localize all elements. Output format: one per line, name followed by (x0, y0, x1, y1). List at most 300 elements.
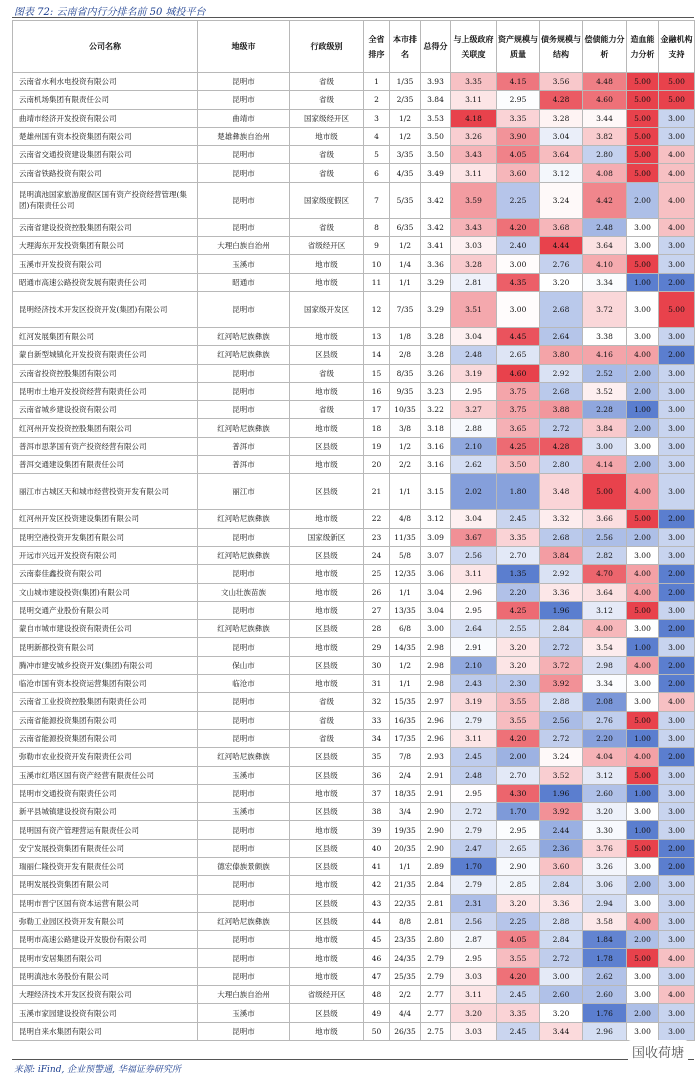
table-cell: 地市级 (290, 382, 364, 400)
table-cell: 3.00 (627, 291, 659, 327)
table-cell: 4.15 (497, 73, 540, 91)
table-cell: 蒙自市城市建设投资有限责任公司 (13, 620, 198, 638)
table-cell: 3.03 (451, 967, 497, 985)
table-cell: 昆明市 (198, 528, 290, 546)
table-cell: 临沧市国有资本投资运营集团有限公司 (13, 675, 198, 693)
table-cell: 3.00 (659, 109, 695, 127)
table-cell: 2.90 (421, 803, 451, 821)
table-row (13, 894, 695, 912)
table-cell: 3.36 (421, 255, 451, 273)
table-cell: 1.78 (583, 949, 627, 967)
table-cell: 20/35 (390, 839, 421, 857)
table-cell: 1/2 (390, 437, 421, 455)
table-cell: 24 (364, 546, 390, 564)
table-cell: 21/35 (390, 876, 421, 894)
table-cell: 4.70 (583, 565, 627, 583)
table-cell: 大理经济技术开发区投资有限公司 (13, 986, 198, 1004)
table-cell: 楚雄彝族自治州 (198, 127, 290, 145)
table-cell: 地市级 (290, 967, 364, 985)
col-header: 地级市 (198, 21, 290, 73)
table-cell: 地市级 (290, 821, 364, 839)
table-cell: 16 (364, 382, 390, 400)
table-cell: 4.00 (627, 583, 659, 601)
table-cell: 开远市兴远开发投资有限公司 (13, 546, 198, 564)
table-cell: 红河哈尼族彝族 (198, 327, 290, 345)
table-cell: 昆明自来水集团有限公司 (13, 1022, 198, 1040)
table-cell: 50 (364, 1022, 390, 1040)
table-row (13, 273, 695, 291)
table-cell: 4.05 (497, 931, 540, 949)
table-cell: 4.05 (497, 146, 540, 164)
table-cell: 3.00 (627, 986, 659, 1004)
table-cell: 3.35 (497, 528, 540, 546)
table-cell: 35 (364, 748, 390, 766)
table-cell: 2.00 (627, 528, 659, 546)
table-cell: 区县级 (290, 912, 364, 930)
table-cell: 省级 (290, 693, 364, 711)
table-cell: 2/2 (390, 456, 421, 474)
table-cell: 3.55 (497, 693, 540, 711)
col-header: 全省排序 (364, 21, 390, 73)
table-cell: 3.19 (451, 693, 497, 711)
table-cell: 21 (364, 474, 390, 510)
table-row (13, 729, 695, 747)
table-cell: 昆明市 (198, 967, 290, 985)
table-cell: 1 (364, 73, 390, 91)
table-cell: 3.18 (421, 419, 451, 437)
table-row (13, 528, 695, 546)
table-cell: 区县级 (290, 656, 364, 674)
table-cell: 28 (364, 620, 390, 638)
figure-title: 图表 72: 云南省内行分排名前 50 城投平台 (14, 7, 206, 18)
table-cell: 40 (364, 839, 390, 857)
table-cell: 区县级 (290, 620, 364, 638)
table-cell: 区县级 (290, 766, 364, 784)
table-cell: 5.00 (627, 127, 659, 145)
table-cell: 地市级 (290, 601, 364, 619)
table-cell: 9 (364, 237, 390, 255)
table-cell: 3.00 (659, 419, 695, 437)
table-cell: 32 (364, 693, 390, 711)
table-row (13, 693, 695, 711)
table-row (13, 73, 695, 91)
table-cell: 3.35 (497, 1004, 540, 1022)
table-cell: 3.34 (583, 675, 627, 693)
table-cell: 2.68 (540, 291, 583, 327)
table-cell: 2.45 (497, 510, 540, 528)
table-cell: 昆明市交通投资有限责任公司 (13, 784, 198, 802)
table-cell: 省级 (290, 729, 364, 747)
table-cell: 玉溪市开发投资有限公司 (13, 255, 198, 273)
table-cell: 3.84 (583, 419, 627, 437)
table-cell: 2.00 (627, 364, 659, 382)
table-cell: 4.28 (540, 437, 583, 455)
table-cell: 2.62 (583, 967, 627, 985)
table-cell: 3.52 (583, 382, 627, 400)
table-cell: 1.00 (627, 821, 659, 839)
table-cell: 3.00 (627, 237, 659, 255)
table-cell: 云南省能源投资集团有限公司 (13, 711, 198, 729)
watermark: 国收荷塘 (628, 1040, 688, 1063)
table-cell: 4.00 (659, 218, 695, 236)
table-cell: 4.00 (627, 346, 659, 364)
table-cell: 3.27 (451, 401, 497, 419)
table-cell: 云南省水利水电投资有限公司 (13, 73, 198, 91)
table-cell: 46 (364, 949, 390, 967)
table-row (13, 437, 695, 455)
table-cell: 4.00 (659, 986, 695, 1004)
table-cell: 2.72 (540, 419, 583, 437)
table-cell: 2.28 (583, 401, 627, 419)
table-cell: 1/2 (390, 656, 421, 674)
table-cell: 昆明发展投资集团有限公司 (13, 876, 198, 894)
table-cell: 云南省交通投资建设集团有限公司 (13, 146, 198, 164)
table-cell: 2.81 (451, 273, 497, 291)
table-cell: 省级 (290, 364, 364, 382)
table-cell: 丽江市 (198, 474, 290, 510)
table-cell: 4.20 (497, 218, 540, 236)
table-cell: 昆明市 (198, 182, 290, 218)
table-cell: 2.00 (659, 839, 695, 857)
table-cell: 3.36 (540, 894, 583, 912)
top-rule (12, 17, 694, 18)
table-cell: 25/35 (390, 967, 421, 985)
col-header: 造血能力分析 (627, 21, 659, 73)
col-header: 公司名称 (13, 21, 198, 73)
table-cell: 省级 (290, 164, 364, 182)
table-cell: 3.00 (659, 784, 695, 802)
table-cell: 3.42 (421, 218, 451, 236)
table-cell: 37 (364, 784, 390, 802)
table-cell: 3.00 (659, 456, 695, 474)
table-cell: 3.00 (659, 327, 695, 345)
table-cell: 3 (364, 109, 390, 127)
table-cell: 3.04 (421, 601, 451, 619)
table-cell: 2/35 (390, 91, 421, 109)
table-cell: 国家级开发区 (290, 291, 364, 327)
table-cell: 44 (364, 912, 390, 930)
table-cell: 地市级 (290, 127, 364, 145)
table-cell: 14 (364, 346, 390, 364)
table-cell: 红河发展集团有限公司 (13, 327, 198, 345)
table-row (13, 986, 695, 1004)
table-cell: 大理海东开发投资集团有限公司 (13, 237, 198, 255)
table-cell: 4.44 (540, 237, 583, 255)
table-cell: 4.04 (583, 748, 627, 766)
table-cell: 2/2 (390, 986, 421, 1004)
table-cell: 3.30 (583, 821, 627, 839)
table-cell: 昆明市 (198, 839, 290, 857)
table-cell: 4/35 (390, 164, 421, 182)
table-cell: 23/35 (390, 931, 421, 949)
table-cell: 3.29 (421, 291, 451, 327)
table-cell: 2.65 (497, 346, 540, 364)
table-cell: 新平县城镇建设投资有限公司 (13, 803, 198, 821)
table-row (13, 382, 695, 400)
table-cell: 昆明新都投资有限公司 (13, 638, 198, 656)
table-cell: 红河哈尼族彝族 (198, 748, 290, 766)
table-cell: 3.28 (540, 109, 583, 127)
table-cell: 红河哈尼族彝族 (198, 546, 290, 564)
table-cell: 国家级度假区 (290, 182, 364, 218)
table-cell: 3.00 (659, 1022, 695, 1040)
table-cell: 3.92 (540, 803, 583, 821)
table-cell: 普洱市思茅国有资产投资经营有限公司 (13, 437, 198, 455)
table-cell: 昆明市 (198, 894, 290, 912)
table-cell: 楚雄州国有资本投资集团有限公司 (13, 127, 198, 145)
table-cell: 省级 (290, 146, 364, 164)
table-cell: 31 (364, 675, 390, 693)
table-cell: 文山壮族苗族 (198, 583, 290, 601)
table-cell: 国家级经开区 (290, 109, 364, 127)
table-cell: 3.93 (421, 73, 451, 91)
table-cell: 地市级 (290, 638, 364, 656)
table-cell: 3.00 (659, 237, 695, 255)
table-cell: 3.38 (583, 327, 627, 345)
table-cell: 4.00 (627, 474, 659, 510)
table-cell: 2.25 (497, 912, 540, 930)
table-cell: 2.55 (497, 620, 540, 638)
table-cell: 4.25 (497, 601, 540, 619)
table-cell: 1.70 (497, 803, 540, 821)
table-cell: 弥勒工业园区投资开发有限公司 (13, 912, 198, 930)
table-cell: 昆明空港投资开发集团有限公司 (13, 528, 198, 546)
table-cell: 地市级 (290, 876, 364, 894)
table-cell: 3.64 (583, 237, 627, 255)
table-cell: 区县级 (290, 748, 364, 766)
table-cell: 2.00 (659, 620, 695, 638)
table-cell: 3.65 (497, 419, 540, 437)
table-cell: 3.11 (451, 91, 497, 109)
table-cell: 红河哈尼族彝族 (198, 620, 290, 638)
table-cell: 6/35 (390, 218, 421, 236)
table-cell: 德宏傣族景颇族 (198, 857, 290, 875)
table-cell: 33 (364, 711, 390, 729)
table-cell: 2.98 (421, 638, 451, 656)
table-cell: 2.20 (497, 583, 540, 601)
table-cell: 2.43 (451, 675, 497, 693)
table-cell: 4.00 (627, 748, 659, 766)
table-cell: 2.92 (540, 364, 583, 382)
table-cell: 3.00 (627, 967, 659, 985)
table-cell: 区县级 (290, 894, 364, 912)
table-cell: 3.00 (627, 218, 659, 236)
table-cell: 4.20 (497, 729, 540, 747)
table-cell: 19 (364, 437, 390, 455)
table-row (13, 949, 695, 967)
table-row (13, 821, 695, 839)
table-row (13, 146, 695, 164)
table-cell: 2.88 (451, 419, 497, 437)
table-row (13, 638, 695, 656)
table-cell: 红河哈尼族彝族 (198, 419, 290, 437)
table-cell: 昭通市 (198, 273, 290, 291)
table-cell: 省级经开区 (290, 237, 364, 255)
table-cell: 15/35 (390, 693, 421, 711)
table-cell: 省级 (290, 73, 364, 91)
table-cell: 昆明滇池国家旅游度假区国有资产投资经营管理(集团)有限责任公司 (13, 182, 198, 218)
table-cell: 3.42 (421, 182, 451, 218)
table-cell: 地市级 (290, 931, 364, 949)
table-cell: 7 (364, 182, 390, 218)
table-cell: 3/8 (390, 419, 421, 437)
table-cell: 2.77 (421, 1004, 451, 1022)
table-cell: 文山城市建设投资(集团)有限公司 (13, 583, 198, 601)
table-cell: 3.03 (451, 1022, 497, 1040)
table-row (13, 931, 695, 949)
table-cell: 2.90 (421, 821, 451, 839)
col-header: 资产规模与质量 (497, 21, 540, 73)
table-cell: 2.97 (421, 693, 451, 711)
table-row (13, 656, 695, 674)
table-cell: 1.84 (583, 931, 627, 949)
table-cell: 2.60 (583, 986, 627, 1004)
table-cell: 3.00 (659, 821, 695, 839)
table-cell: 45 (364, 931, 390, 949)
table-cell: 9/35 (390, 382, 421, 400)
table-cell: 3.00 (659, 474, 695, 510)
table-cell: 2.30 (497, 675, 540, 693)
table-row (13, 565, 695, 583)
table-cell: 地市级 (290, 255, 364, 273)
table-cell: 昆明市 (198, 931, 290, 949)
table-cell: 3.44 (583, 109, 627, 127)
table-cell: 4.16 (583, 346, 627, 364)
table-cell: 昆明市 (198, 364, 290, 382)
table-cell: 4.60 (497, 364, 540, 382)
table-cell: 3.00 (659, 803, 695, 821)
table-cell: 5.00 (627, 255, 659, 273)
table-cell: 3.64 (583, 583, 627, 601)
table-row (13, 255, 695, 273)
table-cell: 3.15 (421, 474, 451, 510)
table-cell: 云南省铁路投资有限公司 (13, 164, 198, 182)
table-cell: 6 (364, 164, 390, 182)
table-cell: 2.00 (497, 748, 540, 766)
table-cell: 2.72 (540, 949, 583, 967)
table-cell: 2.95 (451, 382, 497, 400)
table-row (13, 346, 695, 364)
table-cell: 3.00 (583, 437, 627, 455)
table-cell: 3.64 (540, 146, 583, 164)
table-cell: 3.00 (659, 894, 695, 912)
table-cell: 普洱市 (198, 456, 290, 474)
table-row (13, 967, 695, 985)
table-row (13, 291, 695, 327)
table-cell: 3.22 (421, 401, 451, 419)
table-cell: 昆明市 (198, 382, 290, 400)
table-cell: 云南省建设投资控股集团有限公司 (13, 218, 198, 236)
table-cell: 5.00 (627, 839, 659, 857)
table-cell: 2.95 (451, 949, 497, 967)
table-row (13, 711, 695, 729)
table-cell: 20 (364, 456, 390, 474)
table-cell: 3.04 (540, 127, 583, 145)
table-cell: 临沧市 (198, 675, 290, 693)
table-cell: 3.00 (497, 291, 540, 327)
table-cell: 2.20 (583, 729, 627, 747)
table-cell: 2 (364, 91, 390, 109)
table-cell: 2.92 (540, 565, 583, 583)
table-cell: 3/35 (390, 146, 421, 164)
table-cell: 2.88 (540, 693, 583, 711)
table-cell: 地市级 (290, 583, 364, 601)
table-row (13, 127, 695, 145)
table-cell: 19/35 (390, 821, 421, 839)
table-cell: 1/8 (390, 327, 421, 345)
table-cell: 2.45 (497, 986, 540, 1004)
table-cell: 云南省能源投资集团有限公司 (13, 729, 198, 747)
table-row (13, 327, 695, 345)
table-cell: 17/35 (390, 729, 421, 747)
table-cell: 玉溪市 (198, 1004, 290, 1022)
table-cell: 3.00 (627, 693, 659, 711)
table-cell: 25 (364, 565, 390, 583)
table-cell: 昆明交通产业股份有限公司 (13, 601, 198, 619)
table-cell: 4.18 (451, 109, 497, 127)
table-cell: 2.02 (451, 474, 497, 510)
table-cell: 2.94 (583, 894, 627, 912)
table-cell: 2.79 (451, 711, 497, 729)
table-row (13, 1004, 695, 1022)
table-cell: 3.00 (659, 766, 695, 784)
table-cell: 3.00 (659, 729, 695, 747)
table-cell: 昆明市 (198, 146, 290, 164)
table-row (13, 510, 695, 528)
table-cell: 3.35 (497, 109, 540, 127)
table-cell: 3.90 (497, 127, 540, 145)
table-cell: 2.96 (583, 1022, 627, 1040)
table-cell: 昆明市 (198, 401, 290, 419)
table-cell: 2.10 (451, 656, 497, 674)
table-row (13, 364, 695, 382)
table-cell: 1/35 (390, 73, 421, 91)
table-cell: 安宁发展投资集团有限责任公司 (13, 839, 198, 857)
table-cell: 5.00 (627, 510, 659, 528)
table-cell: 2.95 (451, 784, 497, 802)
table-cell: 43 (364, 894, 390, 912)
table-cell: 1.96 (540, 601, 583, 619)
table-cell: 11 (364, 273, 390, 291)
table-cell: 3.28 (421, 327, 451, 345)
table-cell: 玉溪市 (198, 766, 290, 784)
table-cell: 4.20 (497, 967, 540, 985)
table-cell: 红河哈尼族彝族 (198, 346, 290, 364)
table-cell: 3.19 (451, 364, 497, 382)
table-cell: 49 (364, 1004, 390, 1022)
table-cell: 3.11 (451, 729, 497, 747)
table-cell: 红河哈尼族彝族 (198, 510, 290, 528)
table-cell: 17 (364, 401, 390, 419)
table-cell: 3.11 (451, 164, 497, 182)
table-cell: 昆明市 (198, 729, 290, 747)
table-cell: 2.81 (421, 912, 451, 930)
table-cell: 2.93 (421, 748, 451, 766)
table-cell: 昆明市 (198, 218, 290, 236)
table-cell: 8 (364, 218, 390, 236)
table-cell: 3.84 (540, 546, 583, 564)
table-cell: 3.48 (540, 474, 583, 510)
table-cell: 2.82 (583, 546, 627, 564)
table-cell: 34 (364, 729, 390, 747)
table-cell: 4.10 (583, 255, 627, 273)
table-cell: 2.70 (497, 766, 540, 784)
table-cell: 5.00 (627, 711, 659, 729)
table-row (13, 601, 695, 619)
table-cell: 2.75 (421, 1022, 451, 1040)
table-cell: 区县级 (290, 474, 364, 510)
table-cell: 昆明市 (198, 949, 290, 967)
